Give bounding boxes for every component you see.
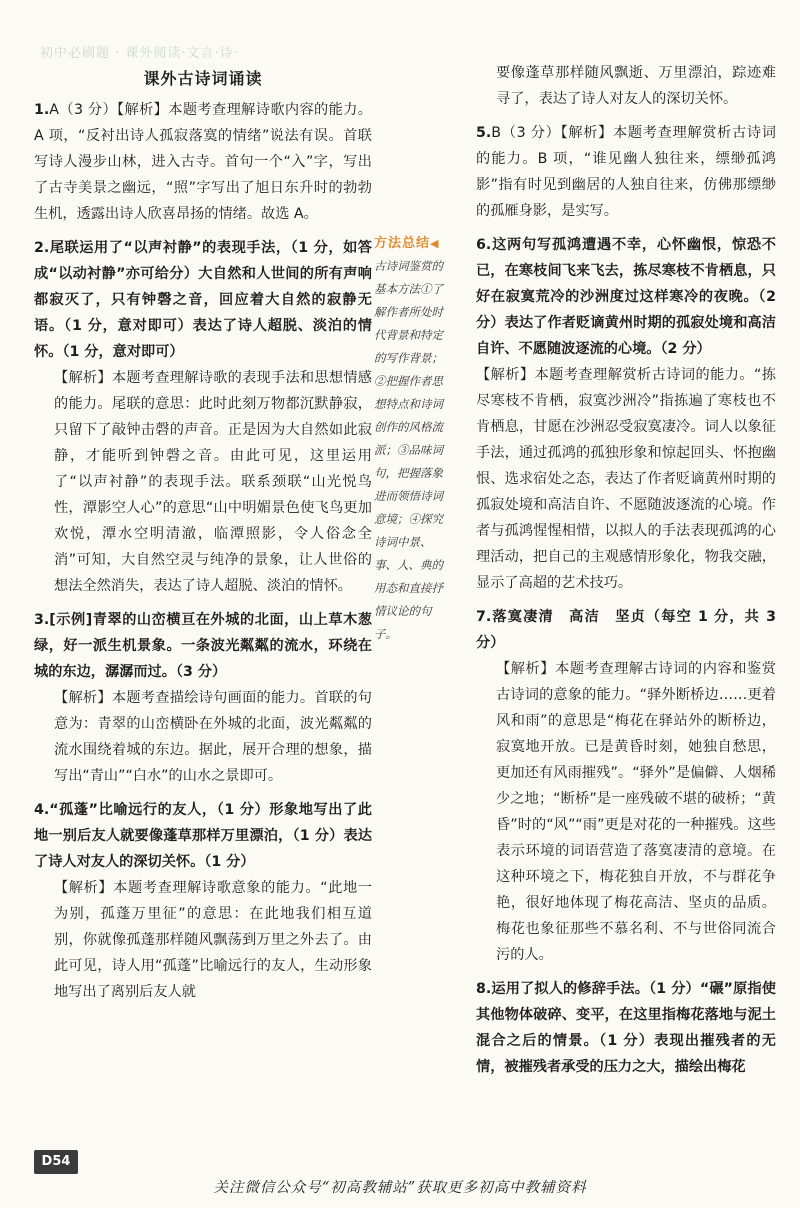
answer-text: 尾联运用了“以声衬静”的表现手法，（1 分，如答成“以动衬静”亦可给分）大自然和人世间的所有声响都寂灭了，只有钟磬之音，回应着大自然的寂静无语。（1 分，意对即可）表达了诗人超脱、淡泊的情怀。（1 分，意对即可） — [34, 240, 372, 360]
analysis-text: 要像蓬草那样随风飘逝、万里漂泊，踪迹难寻了，表达了诗人对友人的深切关怀。 — [496, 65, 776, 107]
answer-6 — [476, 232, 776, 596]
method-summary-sidebar — [374, 232, 454, 646]
sidebar-body: 古诗词鉴赏的基本方法①了解作者所处时代背景和特定的写作背景；②把握作者思想特点和诗词创作的风格流派；③品味词句，把握落象进而领悟诗词意境；④探究诗词中景、事、人、典的用态和直接抒情议论的句子。 — [374, 259, 443, 641]
answer-3 — [34, 607, 372, 789]
section-title: 课外古诗词诵读 — [143, 69, 263, 88]
answer-1 — [34, 97, 372, 227]
answer-text: “孤蓬”比喻远行的友人，（1 分）形象地写出了此地一别后友人就要像蓬草那样万里漂泊，（1 分）表达了诗人对友人的深切关怀。（1 分） — [34, 802, 372, 870]
answer-number: 2. — [34, 240, 50, 256]
page-number: D54 — [34, 1150, 78, 1174]
analysis-text: 【解析】本题考查理解古诗词的内容和鉴赏古诗词的意象的能力。“驿外断桥边……更着风和雨”的意思是“梅花在驿站外的断桥边，寂寞地开放。已是黄昏时刻，她独自愁思，更加还有风雨摧残”。“驿外”是偏僻、人烟稀少之地；“断桥”是一座残破不堪的破桥；“黄昏”时的“风”“雨”更是对花的一种摧残。这些表示环境的词语营造了落寞凄清的意境。在这种环境之下，梅花独自开放，不与群花争艳，很好地体现了梅花高洁、坚贞的品质。梅花也象征那些不慕名利、不与世俗同流合污的人。 — [496, 661, 776, 963]
answer-number: 8. — [476, 981, 492, 997]
answer-number: 5. — [476, 125, 492, 141]
answer-number: 6. — [476, 237, 492, 253]
answer-5 — [476, 120, 776, 224]
sidebar-title: 方法总结◀ — [374, 236, 440, 251]
answer-2 — [34, 235, 372, 599]
answer-4-continued — [476, 60, 776, 112]
answer-text: 运用了拟人的修辞手法。（1 分）“碾”原指使其他物体破碎、变平，在这里指梅花落地与泥土混合之后的情景。（1 分）表现出摧残者的无情，被摧残者承受的压力之大，描绘出梅花 — [476, 981, 776, 1075]
answer-number: 1. — [34, 102, 50, 118]
answer-text: 落寞凄清 高洁 坚贞（每空 1 分，共 3 分） — [476, 609, 776, 651]
analysis-text: 【解析】本题考查理解诗歌的表现手法和思想情感的能力。尾联的意思：此时此刻万物都沉默静寂，只留下了敲钟击磬的声音。正是因为大自然如此寂静，才能听到钟磬之音。由此可见，这里运用了“以声衬静”的表现手法。联系颈联“山光悦鸟性，潭影空人心”的意思“山中明媚景色使飞鸟更加欢悦，潭水空明清澈，临潭照影，令人俗念全消”可知，大自然空灵与纯净的景象，让人世俗的想法全然消失，表达了诗人超脱、淡泊的情怀。 — [54, 370, 372, 594]
answer-text: [示例]青翠的山峦横亘在外城的北面，山上草木葱绿，好一派生机景象。一条波光粼粼的流水，环绕在城的东边，潺潺而过。（3 分） — [34, 612, 372, 680]
answer-text: 这两句写孤鸿遭遇不幸，心怀幽恨，惊恐不已，在寒枝间飞来飞去，拣尽寒枝不肯栖息，只好在寂寞荒冷的沙洲度过这样寒冷的夜晚。（2 分）表达了作者贬谪黄州时期的孤寂处境和高洁自许、不愿随波逐流的心境。（2 分） — [476, 237, 776, 357]
header-faded-text: 初中必刷题 · 课外阅读·文言·诗· — [40, 46, 239, 61]
analysis-text: 【解析】本题考查描绘诗句画面的能力。首联的句意为：青翠的山峦横卧在外城的北面，波光粼粼的流水围绕着城的东边。据此，展开合理的想象，描写出“青山”“白水”的山水之景即可。 — [54, 690, 372, 784]
answer-7 — [476, 604, 776, 968]
analysis-text: 【解析】本题考查理解赏析古诗词的能力。“拣尽寒枝不肯栖，寂寞沙洲冷”指拣遍了寒枝也不肯栖息，甘愿在沙洲忍受寂寞凄冷。词人以象征手法，通过孤鸿的孤独形象和惊起回头、怀抱幽恨、选求宿处之态，表达了作者贬谪黄州时期的孤寂处境和高洁自许、不愿随波逐流的心境。作者与孤鸿惺惺相惜，以拟人的手法表现孤鸿的心理活动，把自己的主观感情形象化，物我交融，显示了高超的艺术技巧。 — [476, 367, 776, 591]
answer-number: 4. — [34, 802, 50, 818]
footer-note: 关注微信公众号“初高教辅站”获取更多初高中教辅资料 — [213, 1180, 587, 1196]
left-column — [34, 62, 372, 1013]
answer-text: B（3 分）【解析】本题考查理解赏析古诗词的能力。B 项，“谁见幽人独往来，缥缈孤鸿影”指有时见到幽居的人独自往来，仿佛那缥缈的孤雁身影，是实写。 — [476, 125, 776, 219]
answer-text: A（3 分）【解析】本题考查理解诗歌内容的能力。A 项，“反衬出诗人孤寂落寞的情绪”说法有误。首联写诗人漫步山林，进入古寺。首句一个“入”字，写出了古寺美景之幽远，“照”字写出了旭日东升时的勃勃生机，透露出诗人欣喜昂扬的情绪。故选 A。 — [34, 102, 372, 222]
analysis-text: 【解析】本题考查理解诗歌意象的能力。“此地一为别，孤蓬万里征”的意思：在此地我们相互道别，你就像孤蓬那样随风飘荡到万里之外去了。由此可见，诗人用“孤蓬”比喻远行的友人，生动形象地写出了离别后友人就 — [54, 880, 372, 1000]
right-column — [476, 60, 776, 1088]
arrow-left-icon: ◀ — [430, 237, 440, 250]
answer-number: 7. — [476, 609, 492, 625]
answer-4 — [34, 797, 372, 1005]
answer-number: 3. — [34, 612, 50, 628]
answer-8 — [476, 976, 776, 1080]
